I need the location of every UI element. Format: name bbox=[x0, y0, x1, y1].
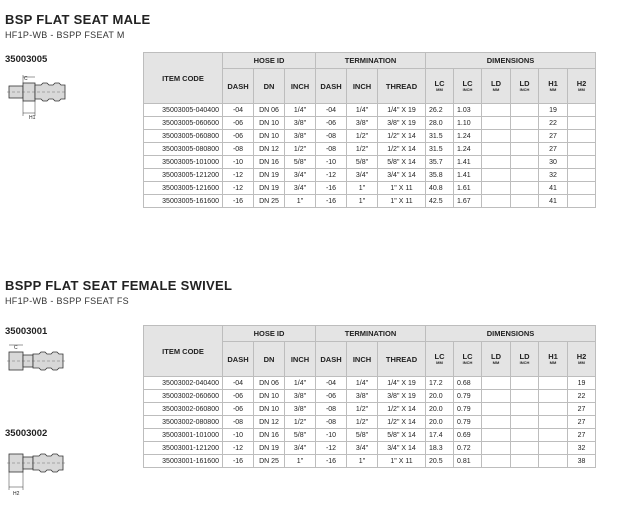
hose-dash-cell: -04 bbox=[223, 104, 254, 117]
termination-header: TERMINATION bbox=[316, 326, 426, 342]
ld-inch-cell bbox=[511, 416, 539, 429]
table-row bbox=[144, 169, 596, 182]
male-c-label: C bbox=[24, 76, 28, 82]
ld-mm-cell bbox=[482, 156, 511, 169]
h2-mm-cell bbox=[568, 195, 596, 208]
lc-inch-cell: 0.72 bbox=[454, 442, 482, 455]
table-row bbox=[144, 442, 596, 455]
hose-inch-cell: 3/8" bbox=[285, 130, 316, 143]
item-code-cell: 35003001-121200 bbox=[144, 442, 223, 455]
h1-mm-cell bbox=[539, 429, 568, 442]
table-row bbox=[144, 416, 596, 429]
term-thread-cell: 1/2" X 14 bbox=[378, 130, 426, 143]
hose-dn-cell: DN 06 bbox=[254, 377, 285, 390]
hose-dash-cell: -10 bbox=[223, 156, 254, 169]
table-row bbox=[144, 455, 596, 468]
term-thread-cell: 1" X 11 bbox=[378, 182, 426, 195]
hose-dn-header: DN bbox=[254, 69, 285, 104]
dimensions-header: DIMENSIONS bbox=[426, 326, 596, 342]
ld-inch-cell bbox=[511, 117, 539, 130]
term-inch-cell: 1" bbox=[347, 195, 378, 208]
dim-header: H2 MM bbox=[568, 69, 596, 104]
lc-inch-cell: 1.41 bbox=[454, 169, 482, 182]
termination-header: TERMINATION bbox=[316, 53, 426, 69]
hose-inch-cell: 1" bbox=[285, 455, 316, 468]
h1-mm-cell: 30 bbox=[539, 156, 568, 169]
hose-dn-cell: DN 16 bbox=[254, 156, 285, 169]
hose-dash-cell: -08 bbox=[223, 416, 254, 429]
h2-mm-cell: 38 bbox=[568, 455, 596, 468]
hose-inch-cell: 1/4" bbox=[285, 104, 316, 117]
term-thread-header: THREAD bbox=[378, 342, 426, 377]
hose-dash-header: DASH bbox=[223, 342, 254, 377]
term-dash-cell: -12 bbox=[316, 442, 347, 455]
hose-inch-cell: 3/4" bbox=[285, 182, 316, 195]
hose-inch-cell: 5/8" bbox=[285, 156, 316, 169]
hose-id-header: HOSE ID bbox=[223, 53, 316, 69]
term-inch-cell: 1" bbox=[347, 182, 378, 195]
dim-header: H1 MM bbox=[539, 69, 568, 104]
h2-mm-cell: 27 bbox=[568, 403, 596, 416]
table-row bbox=[144, 143, 596, 156]
ld-inch-cell bbox=[511, 182, 539, 195]
term-inch-cell: 1/4" bbox=[347, 377, 378, 390]
hose-inch-cell: 3/4" bbox=[285, 442, 316, 455]
table-row bbox=[144, 195, 596, 208]
lc-inch-cell: 1.67 bbox=[454, 195, 482, 208]
hose-dn-cell: DN 25 bbox=[254, 195, 285, 208]
dim-header: LD INCH bbox=[511, 69, 539, 104]
hose-dn-cell: DN 06 bbox=[254, 104, 285, 117]
term-inch-cell: 1/2" bbox=[347, 130, 378, 143]
hose-inch-header: INCH bbox=[285, 342, 316, 377]
term-thread-cell: 1/4" X 19 bbox=[378, 377, 426, 390]
hose-inch-cell: 3/8" bbox=[285, 403, 316, 416]
lc-mm-cell: 17.4 bbox=[426, 429, 454, 442]
term-thread-cell: 1/2" X 14 bbox=[378, 143, 426, 156]
item-code-cell: 35003005-121600 bbox=[144, 182, 223, 195]
h2-mm-cell bbox=[568, 130, 596, 143]
section2-subtitle: HF1P-WB - BSPP FSEAT FS bbox=[5, 296, 129, 306]
lc-inch-cell: 1.10 bbox=[454, 117, 482, 130]
hose-dash-cell: -06 bbox=[223, 390, 254, 403]
lc-mm-cell: 31.5 bbox=[426, 143, 454, 156]
table-row bbox=[144, 104, 596, 117]
dim-header: LC INCH bbox=[454, 69, 482, 104]
item-code-header: ITEM CODE bbox=[144, 326, 223, 377]
lc-inch-cell: 1.61 bbox=[454, 182, 482, 195]
h2-mm-cell: 32 bbox=[568, 442, 596, 455]
hose-dash-cell: -08 bbox=[223, 143, 254, 156]
item-code-cell: 35003001-161600 bbox=[144, 455, 223, 468]
hose-dash-cell: -06 bbox=[223, 130, 254, 143]
ld-inch-cell bbox=[511, 169, 539, 182]
hose-dn-cell: DN 12 bbox=[254, 416, 285, 429]
term-thread-cell: 3/8" X 19 bbox=[378, 117, 426, 130]
table-row bbox=[144, 377, 596, 390]
h1-mm-cell: 41 bbox=[539, 182, 568, 195]
h1-mm-cell: 41 bbox=[539, 195, 568, 208]
h1-mm-cell bbox=[539, 442, 568, 455]
ld-inch-cell bbox=[511, 442, 539, 455]
item-code-cell: 35003005-080800 bbox=[144, 143, 223, 156]
hose-dash-cell: -16 bbox=[223, 195, 254, 208]
item-code-header: ITEM CODE bbox=[144, 53, 223, 104]
term-dash-cell: -06 bbox=[316, 117, 347, 130]
hose-dn-header: DN bbox=[254, 342, 285, 377]
ld-inch-cell bbox=[511, 390, 539, 403]
term-inch-cell: 5/8" bbox=[347, 156, 378, 169]
lc-mm-cell: 20.5 bbox=[426, 455, 454, 468]
male-fitting-drawing bbox=[5, 72, 75, 122]
item-code-cell: 35003005-040400 bbox=[144, 104, 223, 117]
h2-mm-cell bbox=[568, 156, 596, 169]
item-code-cell: 35003002-060600 bbox=[144, 390, 223, 403]
ld-mm-cell bbox=[482, 195, 511, 208]
term-inch-cell: 5/8" bbox=[347, 429, 378, 442]
male-h1-label: H1 bbox=[29, 115, 36, 121]
hose-dn-cell: DN 19 bbox=[254, 182, 285, 195]
hose-inch-cell: 3/8" bbox=[285, 390, 316, 403]
item-code-cell: 35003005-060800 bbox=[144, 130, 223, 143]
ld-mm-cell bbox=[482, 130, 511, 143]
hose-dash-cell: -16 bbox=[223, 455, 254, 468]
hose-dash-cell: -04 bbox=[223, 377, 254, 390]
hose-inch-cell: 1/4" bbox=[285, 377, 316, 390]
h1-mm-cell bbox=[539, 416, 568, 429]
lc-mm-cell: 26.2 bbox=[426, 104, 454, 117]
lc-mm-cell: 17.2 bbox=[426, 377, 454, 390]
h2-mm-cell: 27 bbox=[568, 429, 596, 442]
term-dash-header: DASH bbox=[316, 342, 347, 377]
term-thread-header: THREAD bbox=[378, 69, 426, 104]
lc-mm-cell: 18.3 bbox=[426, 442, 454, 455]
term-inch-cell: 1/2" bbox=[347, 403, 378, 416]
h2-mm-cell: 22 bbox=[568, 390, 596, 403]
term-thread-cell: 1" X 11 bbox=[378, 455, 426, 468]
section2-title: BSPP FLAT SEAT FEMALE SWIVEL bbox=[5, 278, 233, 293]
term-dash-cell: -04 bbox=[316, 104, 347, 117]
ld-inch-cell bbox=[511, 104, 539, 117]
term-dash-header: DASH bbox=[316, 69, 347, 104]
lc-mm-cell: 35.8 bbox=[426, 169, 454, 182]
female-swivel-drawing-1 bbox=[5, 340, 75, 388]
term-thread-cell: 3/4" X 14 bbox=[378, 169, 426, 182]
term-dash-cell: -06 bbox=[316, 390, 347, 403]
hose-inch-header: INCH bbox=[285, 69, 316, 104]
hose-inch-cell: 1/2" bbox=[285, 416, 316, 429]
lc-mm-cell: 20.0 bbox=[426, 390, 454, 403]
table-row bbox=[144, 156, 596, 169]
section1-subtitle: HF1P-WB - BSPP FSEAT M bbox=[5, 30, 125, 40]
term-inch-cell: 3/8" bbox=[347, 390, 378, 403]
term-thread-cell: 1/2" X 14 bbox=[378, 403, 426, 416]
lc-mm-cell: 40.8 bbox=[426, 182, 454, 195]
item-code-cell: 35003005-101000 bbox=[144, 156, 223, 169]
term-thread-cell: 1/4" X 19 bbox=[378, 104, 426, 117]
ld-mm-cell bbox=[482, 182, 511, 195]
term-dash-cell: -08 bbox=[316, 143, 347, 156]
item-code-cell: 35003001-101000 bbox=[144, 429, 223, 442]
term-dash-cell: -16 bbox=[316, 455, 347, 468]
section1-spec-table bbox=[143, 52, 596, 208]
ld-inch-cell bbox=[511, 403, 539, 416]
hose-dash-cell: -12 bbox=[223, 182, 254, 195]
section2-part-number-1: 35003001 bbox=[5, 326, 48, 337]
h1-mm-cell bbox=[539, 390, 568, 403]
hose-inch-cell: 5/8" bbox=[285, 429, 316, 442]
dimensions-header: DIMENSIONS bbox=[426, 53, 596, 69]
table-row bbox=[144, 182, 596, 195]
hose-dn-cell: DN 10 bbox=[254, 130, 285, 143]
ld-inch-cell bbox=[511, 130, 539, 143]
item-code-cell: 35003002-080800 bbox=[144, 416, 223, 429]
h1-mm-cell: 27 bbox=[539, 130, 568, 143]
table-row bbox=[144, 403, 596, 416]
section1-title: BSP FLAT SEAT MALE bbox=[5, 12, 151, 27]
lc-inch-cell: 0.79 bbox=[454, 403, 482, 416]
lc-mm-cell: 35.7 bbox=[426, 156, 454, 169]
lc-inch-cell: 1.41 bbox=[454, 156, 482, 169]
h2-mm-cell bbox=[568, 117, 596, 130]
dim-header: LC MM bbox=[426, 342, 454, 377]
section2-spec-table bbox=[143, 325, 596, 468]
lc-mm-cell: 20.0 bbox=[426, 416, 454, 429]
hose-dn-cell: DN 10 bbox=[254, 390, 285, 403]
hose-dn-cell: DN 12 bbox=[254, 143, 285, 156]
ld-inch-cell bbox=[511, 195, 539, 208]
hose-dash-cell: -12 bbox=[223, 169, 254, 182]
hose-id-header: HOSE ID bbox=[223, 326, 316, 342]
hose-dn-cell: DN 10 bbox=[254, 403, 285, 416]
lc-mm-cell: 31.5 bbox=[426, 130, 454, 143]
hose-inch-cell: 3/8" bbox=[285, 117, 316, 130]
dim-header: LC MM bbox=[426, 69, 454, 104]
term-thread-cell: 5/8" X 14 bbox=[378, 156, 426, 169]
term-thread-cell: 5/8" X 14 bbox=[378, 429, 426, 442]
ld-inch-cell bbox=[511, 156, 539, 169]
ld-mm-cell bbox=[482, 416, 511, 429]
hose-dn-cell: DN 19 bbox=[254, 169, 285, 182]
hose-dn-cell: DN 10 bbox=[254, 117, 285, 130]
h1-mm-cell bbox=[539, 455, 568, 468]
dim-header: LD INCH bbox=[511, 342, 539, 377]
ld-inch-cell bbox=[511, 455, 539, 468]
hose-dn-cell: DN 19 bbox=[254, 442, 285, 455]
h1-mm-cell: 32 bbox=[539, 169, 568, 182]
ld-mm-cell bbox=[482, 429, 511, 442]
ld-mm-cell bbox=[482, 442, 511, 455]
h2-mm-cell bbox=[568, 104, 596, 117]
hose-inch-cell: 1/2" bbox=[285, 143, 316, 156]
lc-mm-cell: 42.5 bbox=[426, 195, 454, 208]
hose-dash-header: DASH bbox=[223, 69, 254, 104]
ld-mm-cell bbox=[482, 455, 511, 468]
term-dash-cell: -16 bbox=[316, 182, 347, 195]
term-inch-cell: 3/4" bbox=[347, 169, 378, 182]
h1-mm-cell bbox=[539, 403, 568, 416]
h2-mm-cell bbox=[568, 169, 596, 182]
ld-inch-cell bbox=[511, 429, 539, 442]
female-c-label: C bbox=[14, 345, 18, 351]
female-h2-label: H2 bbox=[13, 491, 20, 497]
h1-mm-cell: 27 bbox=[539, 143, 568, 156]
ld-inch-cell bbox=[511, 377, 539, 390]
table-row bbox=[144, 429, 596, 442]
lc-inch-cell: 0.68 bbox=[454, 377, 482, 390]
ld-mm-cell bbox=[482, 117, 511, 130]
term-dash-cell: -04 bbox=[316, 377, 347, 390]
ld-mm-cell bbox=[482, 390, 511, 403]
hose-dn-cell: DN 16 bbox=[254, 429, 285, 442]
hose-dash-cell: -06 bbox=[223, 403, 254, 416]
lc-mm-cell: 20.0 bbox=[426, 403, 454, 416]
hose-dash-cell: -06 bbox=[223, 117, 254, 130]
ld-mm-cell bbox=[482, 104, 511, 117]
ld-mm-cell bbox=[482, 143, 511, 156]
ld-inch-cell bbox=[511, 143, 539, 156]
h1-mm-cell bbox=[539, 377, 568, 390]
term-dash-cell: -16 bbox=[316, 195, 347, 208]
term-inch-cell: 3/8" bbox=[347, 117, 378, 130]
hose-dash-cell: -12 bbox=[223, 442, 254, 455]
h2-mm-cell: 27 bbox=[568, 416, 596, 429]
hose-dash-cell: -10 bbox=[223, 429, 254, 442]
lc-inch-cell: 0.69 bbox=[454, 429, 482, 442]
ld-mm-cell bbox=[482, 377, 511, 390]
lc-inch-cell: 0.79 bbox=[454, 390, 482, 403]
h1-mm-cell: 22 bbox=[539, 117, 568, 130]
term-dash-cell: -10 bbox=[316, 156, 347, 169]
term-dash-cell: -10 bbox=[316, 429, 347, 442]
h1-mm-cell: 19 bbox=[539, 104, 568, 117]
item-code-cell: 35003005-121200 bbox=[144, 169, 223, 182]
dim-header: H1 MM bbox=[539, 342, 568, 377]
table-row bbox=[144, 117, 596, 130]
lc-inch-cell: 0.81 bbox=[454, 455, 482, 468]
lc-mm-cell: 28.0 bbox=[426, 117, 454, 130]
term-inch-header: INCH bbox=[347, 342, 378, 377]
term-inch-cell: 1/4" bbox=[347, 104, 378, 117]
hose-inch-cell: 1" bbox=[285, 195, 316, 208]
lc-inch-cell: 1.24 bbox=[454, 143, 482, 156]
term-inch-header: INCH bbox=[347, 69, 378, 104]
h2-mm-cell bbox=[568, 182, 596, 195]
dim-header: LD MM bbox=[482, 69, 511, 104]
term-dash-cell: -08 bbox=[316, 403, 347, 416]
term-inch-cell: 1" bbox=[347, 455, 378, 468]
hose-inch-cell: 3/4" bbox=[285, 169, 316, 182]
lc-inch-cell: 0.79 bbox=[454, 416, 482, 429]
term-thread-cell: 1/2" X 14 bbox=[378, 416, 426, 429]
dim-header: LC INCH bbox=[454, 342, 482, 377]
item-code-cell: 35003002-060800 bbox=[144, 403, 223, 416]
term-inch-cell: 3/4" bbox=[347, 442, 378, 455]
h2-mm-cell: 19 bbox=[568, 377, 596, 390]
dim-header: H2 MM bbox=[568, 342, 596, 377]
lc-inch-cell: 1.24 bbox=[454, 130, 482, 143]
ld-mm-cell bbox=[482, 403, 511, 416]
h2-mm-cell bbox=[568, 143, 596, 156]
item-code-cell: 35003002-040400 bbox=[144, 377, 223, 390]
term-inch-cell: 1/2" bbox=[347, 416, 378, 429]
lc-inch-cell: 1.03 bbox=[454, 104, 482, 117]
term-thread-cell: 3/8" X 19 bbox=[378, 390, 426, 403]
dim-header: LD MM bbox=[482, 342, 511, 377]
term-dash-cell: -08 bbox=[316, 416, 347, 429]
ld-mm-cell bbox=[482, 169, 511, 182]
hose-dn-cell: DN 25 bbox=[254, 455, 285, 468]
section1-part-number: 35003005 bbox=[5, 54, 48, 65]
item-code-cell: 35003005-060600 bbox=[144, 117, 223, 130]
term-dash-cell: -12 bbox=[316, 169, 347, 182]
term-dash-cell: -08 bbox=[316, 130, 347, 143]
female-swivel-drawing-2 bbox=[5, 442, 75, 498]
term-thread-cell: 3/4" X 14 bbox=[378, 442, 426, 455]
table-row bbox=[144, 390, 596, 403]
table-row bbox=[144, 130, 596, 143]
section2-part-number-2: 35003002 bbox=[5, 428, 48, 439]
term-thread-cell: 1" X 11 bbox=[378, 195, 426, 208]
term-inch-cell: 1/2" bbox=[347, 143, 378, 156]
item-code-cell: 35003005-161600 bbox=[144, 195, 223, 208]
